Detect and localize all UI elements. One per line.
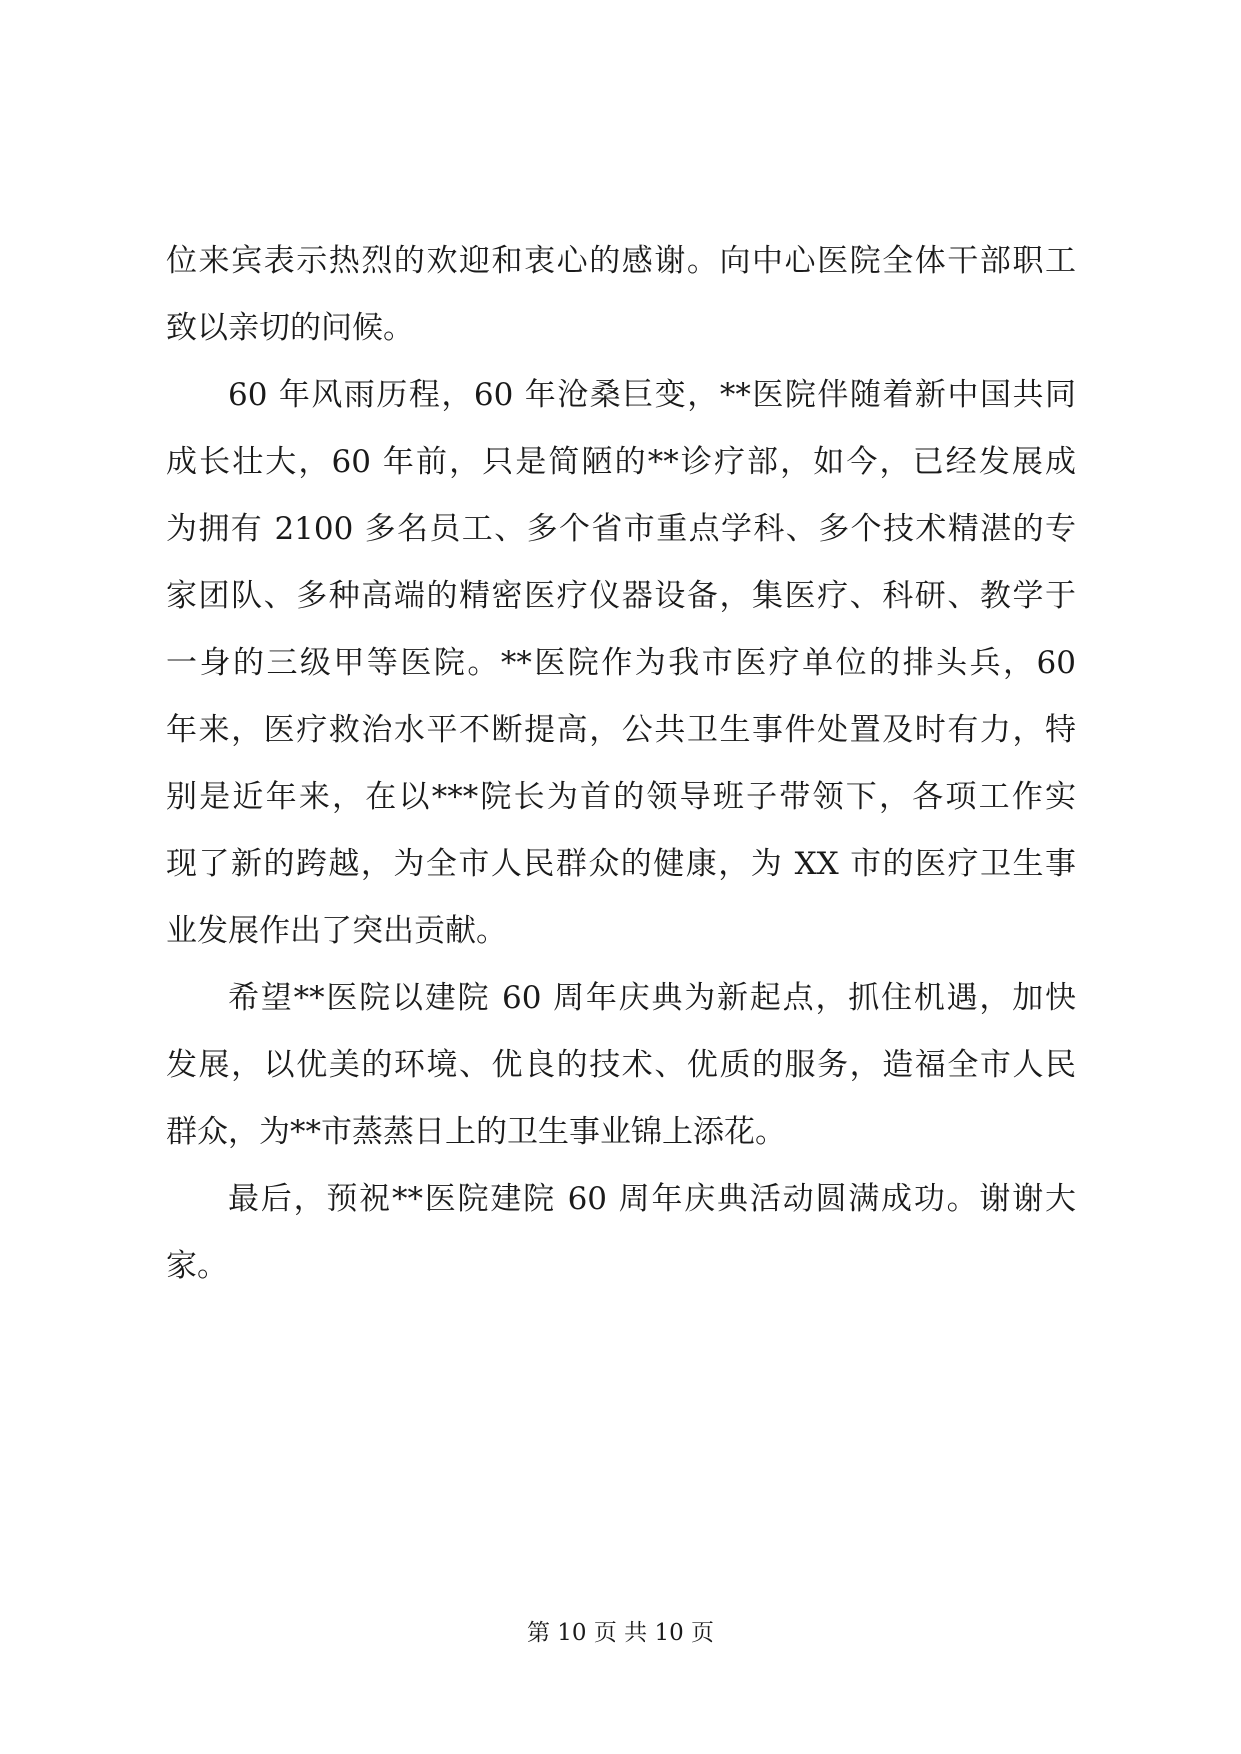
text-line: 60 年风雨历程，60 年沧桑巨变，**医院伴随着新中国共同 <box>228 377 1076 413</box>
text-line: 致以亲切的问候。 <box>166 310 414 346</box>
text-line: 家团队、多种高端的精密医疗仪器设备，集医疗、科研、教学于 <box>166 578 1076 614</box>
text-line: 为拥有 2100 多名员工、多个省市重点学科、多个技术精湛的专 <box>166 511 1076 547</box>
text-line: 别是近年来，在以***院长为首的领导班子带领下，各项工作实 <box>166 779 1076 815</box>
text-line: 现了新的跨越，为全市人民群众的健康，为 XX 市的医疗卫生事 <box>166 846 1076 882</box>
page-number-footer: 第 10 页 共 10 页 <box>526 1620 715 1646</box>
text-line: 希望**医院以建院 60 周年庆典为新起点，抓住机遇，加快 <box>228 980 1076 1016</box>
text-line: 成长壮大，60 年前，只是简陋的**诊疗部，如今，已经发展成 <box>166 444 1076 480</box>
text-line: 最后，预祝**医院建院 60 周年庆典活动圆满成功。谢谢大 <box>228 1181 1076 1217</box>
text-line: 家。 <box>166 1248 228 1284</box>
body-text <box>166 228 1076 1300</box>
text-line: 位来宾表示热烈的欢迎和衷心的感谢。向中心医院全体干部职工 <box>166 243 1076 279</box>
text-line: 发展，以优美的环境、优良的技术、优质的服务，造福全市人民 <box>166 1047 1076 1083</box>
text-line: 群众，为**市蒸蒸日上的卫生事业锦上添花。 <box>166 1114 786 1150</box>
text-line: 业发展作出了突出贡献。 <box>166 913 507 949</box>
text-line: 一身的三级甲等医院。**医院作为我市医疗单位的排头兵，60 <box>166 645 1076 681</box>
text-line: 年来，医疗救治水平不断提高，公共卫生事件处置及时有力，特 <box>166 712 1076 748</box>
